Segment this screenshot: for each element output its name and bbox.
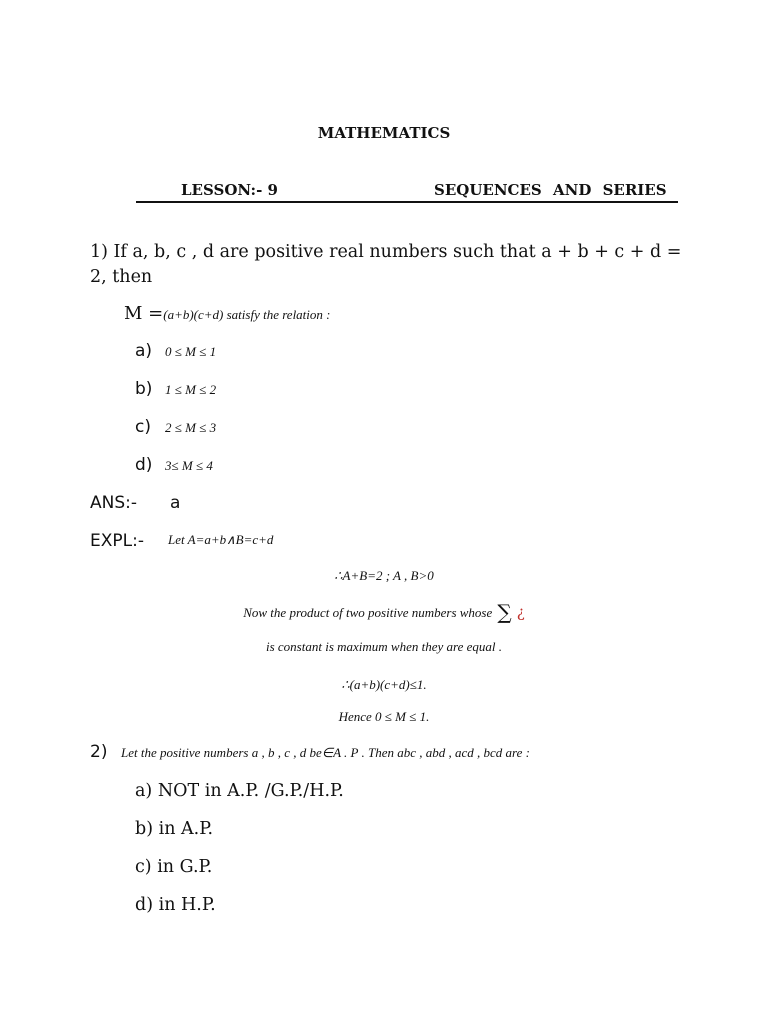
option-math: 2 ≤ M ≤ 3 [165,420,217,435]
q2-option-c: c) in G.P. [135,857,213,877]
q1-option-c [135,417,217,437]
explanation-label: EXPL:- [90,531,144,551]
explanation-line-1: Let A=a+b∧B=c+d [168,532,274,547]
lesson-topic: SEQUENCES AND SERIES [434,181,667,199]
explanation-line-3-text: Now the product of two positive numbers whose [243,605,493,620]
question-2-number: 2) [90,742,108,762]
explanation-line-5: ∴(a+b)(c+d)≤1. [341,677,427,692]
explanation-line-6: Hence 0 ≤ M ≤ 1. [338,709,430,724]
q2-option-b: b) in A.P. [135,819,214,839]
explanation-line-2: ∴A+B=2 ; A , B>0 [334,568,434,583]
q2-option-d: d) in H.P. [135,895,216,915]
question-2-stem: Let the positive numbers a , b , c , d be∈A . P . Then abc , abd , acd , bcd are : [121,745,530,760]
header-divider [136,201,678,203]
q2-option-a: a) NOT in A.P. /G.P./H.P. [135,781,344,801]
explanation-line-3 [0,600,768,624]
option-math: 0 ≤ M ≤ 1 [165,344,217,359]
q1-option-d [135,455,213,475]
answer-label: ANS:- [90,493,137,513]
answer-value: a [170,493,181,513]
page-title: MATHEMATICS [317,124,451,142]
m-prefix: M = [124,303,164,324]
option-math: 1 ≤ M ≤ 2 [165,382,217,397]
question-1-stem: 1) If a, b, c , d are positive real numbers such that a + b + c + d = 2, then [90,242,682,287]
option-letter: d) [135,455,153,475]
option-letter: c) [135,417,151,437]
q1-option-a [135,341,217,361]
m-expression: (a+b)(c+d) satisfy the relation : [163,307,331,322]
option-letter: a) [135,341,153,361]
explanation-line-4: is constant is maximum when they are equal . [265,639,502,654]
inverted-question-mark: ¿ [516,603,525,621]
question-1-m-line [124,303,330,324]
lesson-number: LESSON:- 9 [181,181,278,199]
option-math: 3≤ M ≤ 4 [165,458,213,473]
option-letter: b) [135,379,153,399]
sigma-symbol: ∑ [497,600,512,624]
q1-option-b [135,379,217,399]
